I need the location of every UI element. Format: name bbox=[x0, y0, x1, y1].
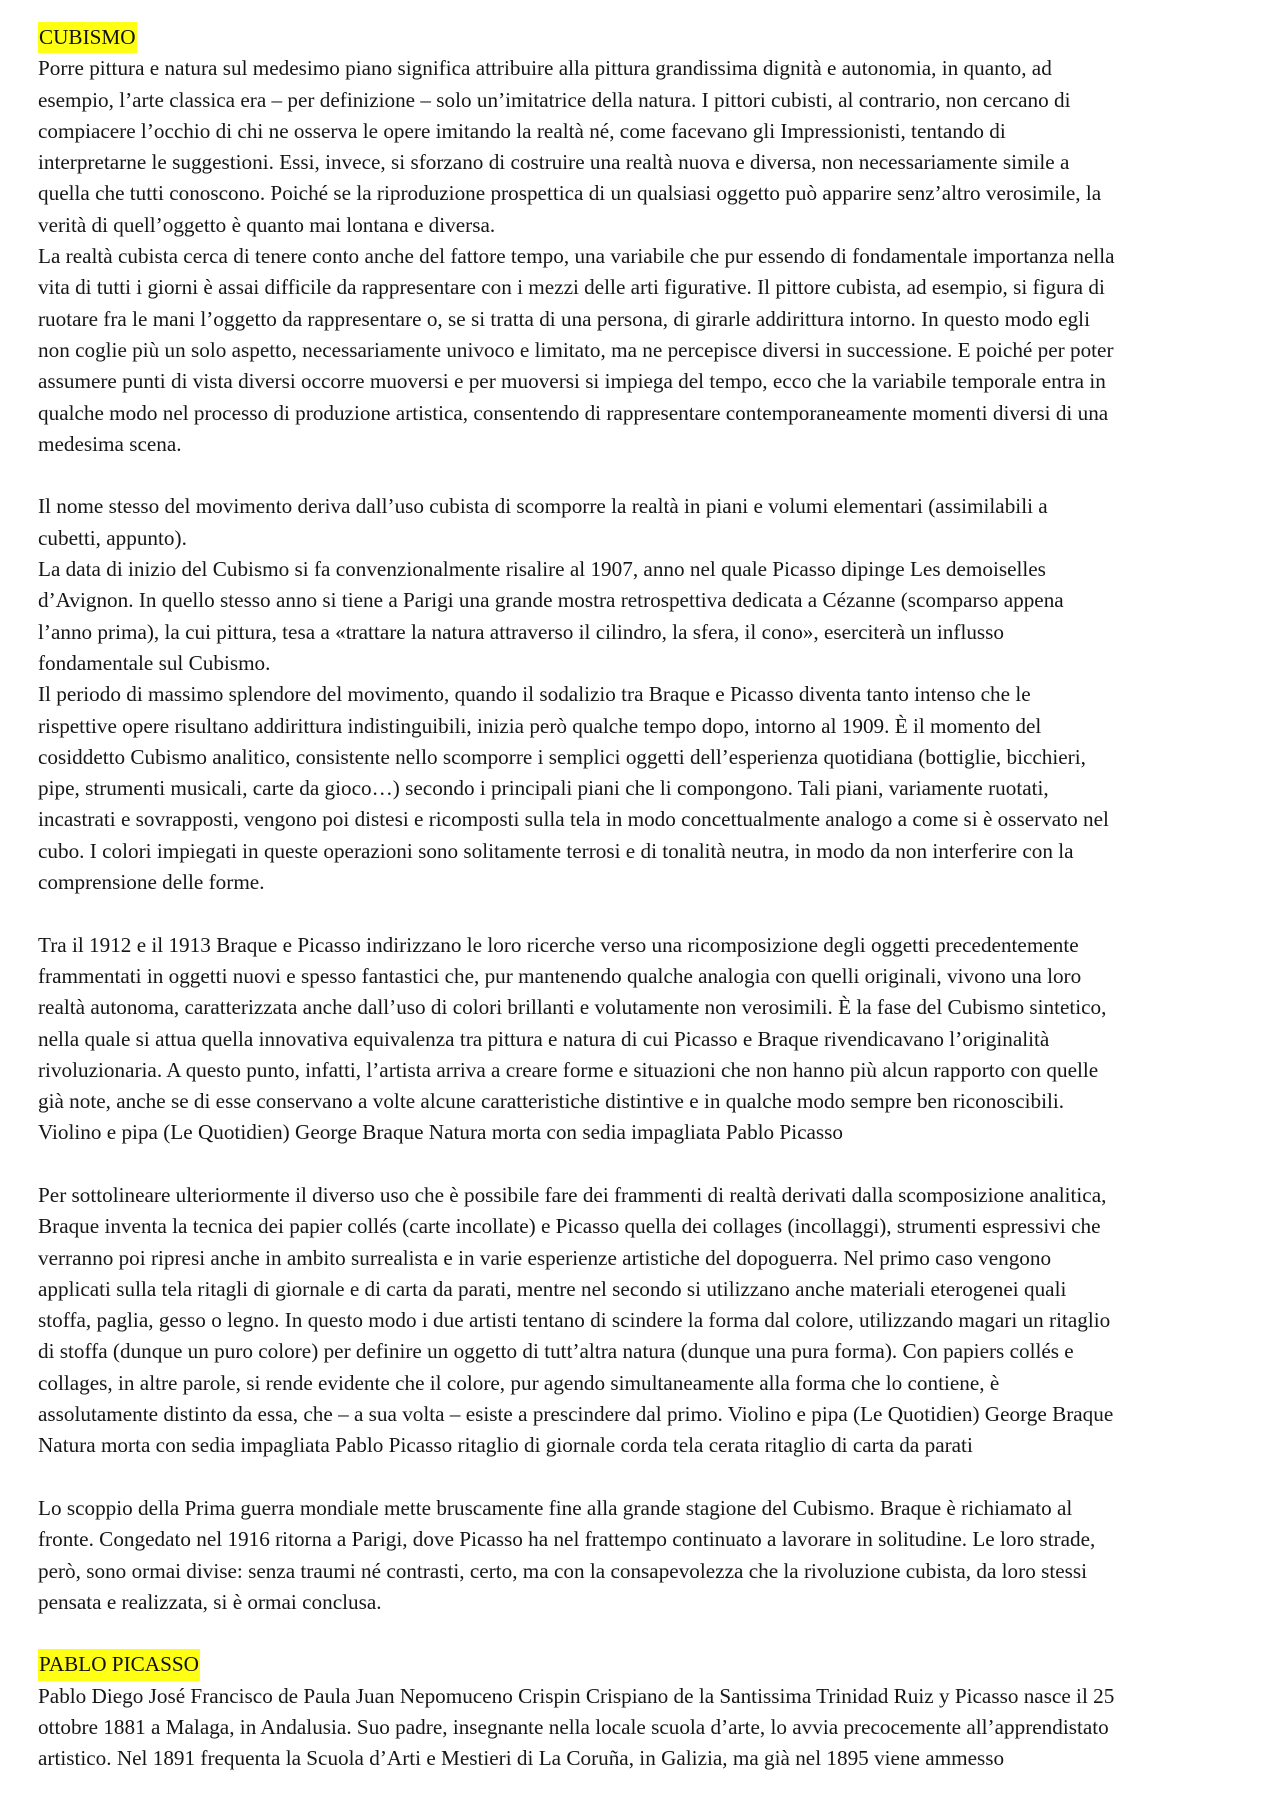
paragraph-picasso-bio bbox=[38, 1681, 1250, 1775]
text-line: Pablo Diego José Francisco de Paula Juan Nepomuceno Crispin Crispiano de la Santissima Trinidad Ruiz y Picasso nasce il 25 bbox=[38, 1683, 1115, 1708]
text-line: medesima scena. bbox=[38, 431, 182, 456]
text-line: già note, anche se di esse conservano a volte alcune caratteristiche distintive e in qualche modo sempre ben riconoscibili. bbox=[38, 1089, 1065, 1114]
text-line: cubetti, appunto). bbox=[38, 525, 187, 550]
text-line: Lo scoppio della Prima guerra mondiale mette bruscamente fine alla grande stagione del Cubismo. Braque è richiamato al bbox=[38, 1495, 1073, 1520]
text-line: Tra il 1912 e il 1913 Braque e Picasso indirizzano le loro ricerche verso una ricomposizione degli oggetti precedentemente bbox=[38, 932, 1079, 957]
text-line: rivoluzionaria. A questo punto, infatti, l’artista arriva a creare forme e situazioni che non hanno più alcun rapporto con quelle bbox=[38, 1057, 1099, 1082]
text-line: La data di inizio del Cubismo si fa convenzionalmente risalire al 1907, anno nel quale Picasso dipinge Les demoiselles bbox=[38, 557, 1046, 582]
text-line: verità di quell’oggetto è quanto mai lontana e diversa. bbox=[38, 212, 496, 237]
text-line: La realtà cubista cerca di tenere conto anche del fattore tempo, una variabile che pur essendo di fondamentale importanza nella bbox=[38, 244, 1115, 269]
text-line: d’Avignon. In quello stesso anno si tiene a Parigi una grande mostra retrospettiva dedicata a Cézanne (scomparso appena bbox=[38, 588, 1064, 613]
paragraph-gap bbox=[38, 1149, 1250, 1180]
text-line: compiacere l’occhio di chi ne osserva le opere imitando la realtà né, come facevano gli Impressionisti, tentando di bbox=[38, 118, 1006, 143]
paragraph-war-end bbox=[38, 1493, 1250, 1618]
text-line: cubo. I colori impiegati in queste operazioni sono solitamente terrosi e di tonalità neutra, in modo da non interferire con la bbox=[38, 838, 1074, 863]
paragraph-time-factor bbox=[38, 241, 1250, 460]
text-line: ottobre 1881 a Malaga, in Andalusia. Suo padre, insegnante nella locale scuola d’arte, lo avvia precocemente all’apprendistato bbox=[38, 1715, 1109, 1740]
text-line: realtà autonoma, caratterizzata anche dall’uso di colori brillanti e volutamente non verosimili. È la fase del Cubismo sintetico, bbox=[38, 995, 1107, 1020]
text-line: pipe, strumenti musicali, carte da gioco…) secondo i principali piani che li compongono. Tali piani, variamente ruotati, bbox=[38, 776, 1049, 801]
paragraph-gap bbox=[38, 460, 1250, 491]
text-line: verranno poi ripresi anche in ambito surrealista e in varie esperienze artistiche del dopoguerra. Nel primo caso vengono bbox=[38, 1245, 1052, 1270]
text-line: Braque inventa la tecnica dei papier collés (carte incollate) e Picasso quella dei collages (incollaggi), strumenti espressivi che bbox=[38, 1214, 1101, 1239]
paragraph-analytic-cubism bbox=[38, 679, 1250, 898]
text-line: Porre pittura e natura sul medesimo piano significa attribuire alla pittura grandissima dignità e autonomia, in quanto, ad bbox=[38, 56, 1052, 81]
section-heading-cubismo: CUBISMO bbox=[38, 22, 137, 53]
text-line: fondamentale sul Cubismo. bbox=[38, 650, 271, 675]
text-line: fronte. Congedato nel 1916 ritorna a Parigi, dove Picasso ha nel frattempo continuato a lavorare in solitudine. Le loro strade, bbox=[38, 1527, 1096, 1552]
text-line: stoffa, paglia, gesso o legno. In questo modo i due artisti tentano di scindere la forma dal colore, utilizzando magari un ritaglio bbox=[38, 1308, 1111, 1333]
paragraph-synthetic-cubism bbox=[38, 930, 1250, 1149]
text-line: non coglie più un solo aspetto, necessariamente univoco e limitato, ma ne percepisce diversi in successione. E poiché per poter bbox=[38, 337, 1114, 362]
text-line: Violino e pipa (Le Quotidien) George Braque Natura morta con sedia impagliata Pablo Picasso bbox=[38, 1120, 843, 1145]
text-line: frammentati in oggetti nuovi e spesso fantastici che, pur mantenendo qualche analogia con quelli originali, vivono una loro bbox=[38, 963, 1082, 988]
paragraph-gap bbox=[38, 1462, 1250, 1493]
text-line: collages, in altre parole, si rende evidente che il colore, pur agendo simultaneamente alla forma che lo contiene, è bbox=[38, 1370, 1000, 1395]
text-line: interpretarne le suggestioni. Essi, invece, si sforzano di costruire una realtà nuova e diversa, non necessariamente simile a bbox=[38, 150, 1070, 175]
text-line: Natura morta con sedia impagliata Pablo Picasso ritaglio di giornale corda tela cerata ritaglio di carta da parati bbox=[38, 1433, 973, 1458]
text-line: artistico. Nel 1891 frequenta la Scuola d’Arti e Mestieri di La Coruña, in Galizia, ma già nel 1895 viene ammesso bbox=[38, 1746, 1005, 1771]
paragraph-gap bbox=[38, 1618, 1250, 1649]
document-page bbox=[38, 22, 1250, 1775]
text-line: pensata e realizzata, si è ormai conclusa. bbox=[38, 1589, 382, 1614]
text-line: ruotare fra le mani l’oggetto da rappresentare o, se si tratta di una persona, di girarle addirittura intorno. In questo modo egli bbox=[38, 306, 1090, 331]
text-line: Il periodo di massimo splendore del movimento, quando il sodalizio tra Braque e Picasso diventa tanto intenso che le bbox=[38, 682, 1031, 707]
text-line: assolutamente distinto da essa, che – a sua volta – esiste a prescindere dal primo. Violino e pipa (Le Quotidien) George Braque bbox=[38, 1402, 1114, 1427]
paragraph-intro bbox=[38, 53, 1250, 241]
text-line: cosiddetto Cubismo analitico, consistente nello scomporre i semplici oggetti dell’esperienza quotidiana (bottiglie, bicchieri, bbox=[38, 744, 1086, 769]
text-line: Il nome stesso del movimento deriva dall’uso cubista di scomporre la realtà in piani e volumi elementari (assimilabili a bbox=[38, 494, 1048, 519]
text-line: applicati sulla tela ritagli di giornale e di carta da parati, mentre nel secondo si utilizzano anche materiali eterogenei quali bbox=[38, 1276, 1067, 1301]
paragraph-start-date bbox=[38, 554, 1250, 679]
paragraph-collages bbox=[38, 1180, 1250, 1462]
text-line: comprensione delle forme. bbox=[38, 870, 265, 895]
paragraph-gap bbox=[38, 898, 1250, 929]
text-line: vita di tutti i giorni è assai difficile da rappresentare con i mezzi delle arti figurative. Il pittore cubista, ad esempio, si figura di bbox=[38, 275, 1105, 300]
text-line: Per sottolineare ulteriormente il diverso uso che è possibile fare dei frammenti di realtà derivati dalla scomposizione analitica, bbox=[38, 1182, 1107, 1207]
text-line: quella che tutti conoscono. Poiché se la riproduzione prospettica di un qualsiasi oggetto può apparire senz’altro verosimile, la bbox=[38, 181, 1102, 206]
text-line: rispettive opere risultano addirittura indistinguibili, inizia però qualche tempo dopo, intorno al 1909. È il momento del bbox=[38, 713, 1042, 738]
text-line: esempio, l’arte classica era – per definizione – solo un’imitatrice della natura. I pittori cubisti, al contrario, non cercano di bbox=[38, 87, 1071, 112]
section-heading-picasso: PABLO PICASSO bbox=[38, 1649, 200, 1680]
text-line: però, sono ormai divise: senza traumi né contrasti, certo, ma con la consapevolezza che la rivoluzione cubista, da loro stessi bbox=[38, 1558, 1088, 1583]
text-line: assumere punti di vista diversi occorre muoversi e per muoversi si impiega del tempo, ecco che la variabile temporale entra in bbox=[38, 369, 1106, 394]
text-line: di stoffa (dunque un puro colore) per definire un oggetto di tutt’altra natura (dunque una pura forma). Con papiers collés e bbox=[38, 1339, 1074, 1364]
text-line: nella quale si attua quella innovativa equivalenza tra pittura e natura di cui Picasso e Braque rivendicavano l’originalità bbox=[38, 1026, 1050, 1051]
paragraph-name-origin bbox=[38, 491, 1250, 554]
text-line: qualche modo nel processo di produzione artistica, consentendo di rappresentare contemporaneamente momenti diversi di una bbox=[38, 400, 1109, 425]
text-line: incastrati e sovrapposti, vengono poi distesi e ricomposti sulla tela in modo concettualmente analogo a come si è osservato nel bbox=[38, 807, 1109, 832]
text-line: l’anno prima), la cui pittura, tesa a «trattare la natura attraverso il cilindro, la sfera, il cono», eserciterà un influsso bbox=[38, 619, 1005, 644]
